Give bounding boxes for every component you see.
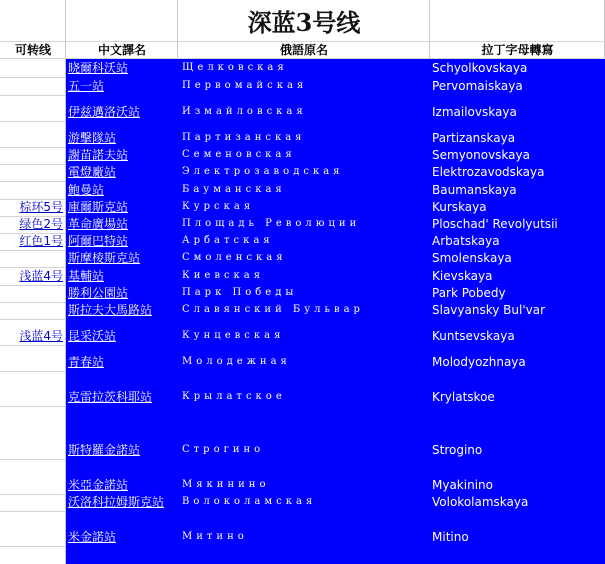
row-divider <box>0 181 65 182</box>
station-russian-name: Курская <box>182 201 255 212</box>
station-latin-name: Pervomaiskaya <box>432 79 523 93</box>
station-chinese-link[interactable]: 鮑曼站 <box>68 183 105 197</box>
row-divider <box>0 58 605 59</box>
row-divider <box>0 345 65 346</box>
station-russian-name: Крылатское <box>182 391 286 402</box>
row-divider <box>0 371 65 372</box>
table-row <box>0 285 605 301</box>
header-latin: 拉丁字母轉寫 <box>481 43 554 57</box>
transfer-line-link[interactable]: 浅蓝4号 <box>19 269 63 283</box>
station-chinese-link[interactable]: 沃洛科拉姆斯克站 <box>68 495 165 509</box>
station-latin-name: Kuntsevskaya <box>432 329 515 343</box>
row-divider <box>0 494 65 495</box>
table-row <box>0 60 605 76</box>
table-row <box>0 104 605 120</box>
station-latin-name: Strogino <box>432 443 483 457</box>
station-russian-name: Измайловская <box>182 106 307 117</box>
station-chinese-link[interactable]: 勝利公園站 <box>68 286 129 300</box>
table-row <box>0 78 605 94</box>
station-russian-name: Площадь Революции <box>182 218 361 229</box>
station-chinese-link[interactable]: 晓爾科沃站 <box>68 61 129 75</box>
station-latin-name: Krylatskoe <box>432 390 495 404</box>
station-russian-name: Волоколамская <box>182 496 317 507</box>
station-latin-name: Arbatskaya <box>432 234 500 248</box>
table-row <box>0 477 605 493</box>
table-row <box>0 389 605 405</box>
station-chinese-link[interactable]: 基輔站 <box>68 269 105 283</box>
row-divider <box>0 406 65 407</box>
header-transfer: 可转线 <box>14 43 51 57</box>
station-chinese-link[interactable]: 游擊隊站 <box>68 131 117 145</box>
row-divider <box>0 95 65 96</box>
station-latin-name: Slavyansky Bul'var <box>432 303 546 317</box>
station-russian-name: Щелковская <box>182 62 288 73</box>
station-chinese-link[interactable]: 斯摩棱斯克站 <box>68 251 141 265</box>
station-chinese-link[interactable]: 昆采沃站 <box>68 329 117 343</box>
table-row <box>0 233 605 249</box>
transfer-line-link[interactable]: 棕环5号 <box>19 200 63 214</box>
station-latin-name: Smolenskaya <box>432 251 512 265</box>
station-russian-name: Киевская <box>182 270 265 281</box>
table-row <box>0 147 605 163</box>
station-latin-name: Kievskaya <box>432 269 493 283</box>
table-row <box>0 182 605 198</box>
table-row <box>0 494 605 510</box>
row-divider <box>0 77 65 78</box>
station-russian-name: Арбатская <box>182 235 274 246</box>
station-chinese-link[interactable]: 米亞金諾站 <box>68 478 129 492</box>
station-russian-name: Первомайская <box>182 80 308 91</box>
table-row <box>0 529 605 545</box>
row-divider <box>0 459 65 460</box>
row-divider <box>0 199 65 200</box>
station-chinese-link[interactable]: 電燈廠站 <box>68 165 117 179</box>
row-divider <box>0 319 65 320</box>
station-russian-name: Мякинино <box>182 479 270 490</box>
station-chinese-link[interactable]: 革命廣場站 <box>68 217 129 231</box>
page-title: 深蓝3号线 <box>247 8 361 37</box>
row-divider <box>0 216 65 217</box>
station-russian-name: Митино <box>182 531 248 542</box>
row-divider <box>0 250 65 251</box>
row-divider <box>0 41 605 42</box>
table-row <box>0 328 605 344</box>
station-chinese-link[interactable]: 伊兹邁洛沃站 <box>68 105 141 119</box>
station-russian-name: Партизанская <box>182 132 306 143</box>
row-divider <box>0 302 65 303</box>
station-chinese-link[interactable]: 庫爾斯克站 <box>68 200 129 214</box>
station-russian-name: Бауманская <box>182 184 286 195</box>
station-chinese-link[interactable]: 斯特羅金諾站 <box>68 443 141 457</box>
column-divider <box>429 0 430 59</box>
table-row <box>0 199 605 215</box>
row-divider <box>0 511 65 512</box>
table-row <box>0 354 605 370</box>
row-divider <box>0 121 65 122</box>
row-divider <box>0 285 65 286</box>
station-russian-name: Парк Победы <box>182 287 298 298</box>
station-chinese-link[interactable]: 阿爾巴特站 <box>68 234 129 248</box>
header-russian: 俄語原名 <box>279 43 328 57</box>
station-latin-name: Schyolkovskaya <box>432 61 528 75</box>
station-latin-name: Park Pobedy <box>432 286 506 300</box>
station-latin-name: Elektrozavodskaya <box>432 165 545 179</box>
station-russian-name: Молодежная <box>182 356 291 367</box>
row-divider <box>0 233 65 234</box>
transfer-line-link[interactable]: 红色1号 <box>19 234 63 248</box>
station-latin-name: Izmailovskaya <box>432 105 517 119</box>
station-chinese-link[interactable]: 克雷拉茨科耶站 <box>68 390 153 404</box>
header-chinese: 中文譯名 <box>97 43 146 57</box>
row-divider <box>0 546 65 547</box>
row-divider <box>0 147 65 148</box>
station-latin-name: Baumanskaya <box>432 183 517 197</box>
station-chinese-link[interactable]: 五一站 <box>68 79 105 93</box>
table-row <box>0 250 605 266</box>
station-russian-name: Славянский Бульвар <box>182 304 364 315</box>
table-row <box>0 268 605 284</box>
station-latin-name: Volokolamskaya <box>432 495 529 509</box>
station-russian-name: Смоленская <box>182 252 287 263</box>
station-chinese-link[interactable]: 謝苗諾夫站 <box>68 148 129 162</box>
station-latin-name: Partizanskaya <box>432 131 516 145</box>
station-chinese-link[interactable]: 米金諾站 <box>68 530 117 544</box>
station-latin-name: Myakinino <box>432 478 493 492</box>
column-divider <box>177 0 178 59</box>
transfer-line-link[interactable]: 绿色2号 <box>19 217 63 231</box>
station-russian-name: Семеновская <box>182 149 296 160</box>
station-russian-name: Строгино <box>182 444 265 455</box>
station-russian-name: Электрозаводская <box>182 166 344 177</box>
table-row <box>0 130 605 146</box>
station-chinese-link[interactable]: 青春站 <box>68 355 105 369</box>
table-row <box>0 442 605 458</box>
station-latin-name: Semyonovskaya <box>432 148 530 162</box>
station-chinese-link[interactable]: 斯拉夫大馬路站 <box>68 303 153 317</box>
station-latin-name: Mitino <box>432 530 469 544</box>
table-row <box>0 164 605 180</box>
table-row <box>0 216 605 232</box>
table-row <box>0 302 605 318</box>
row-divider <box>0 164 65 165</box>
transfer-line-link[interactable]: 浅蓝4号 <box>19 329 63 343</box>
station-latin-name: Molodyozhnaya <box>432 355 526 369</box>
station-latin-name: Kurskaya <box>432 200 487 214</box>
row-divider <box>0 267 65 268</box>
station-latin-name: Ploschad' Revolyutsii <box>432 217 558 231</box>
station-russian-name: Кунцевская <box>182 330 285 341</box>
